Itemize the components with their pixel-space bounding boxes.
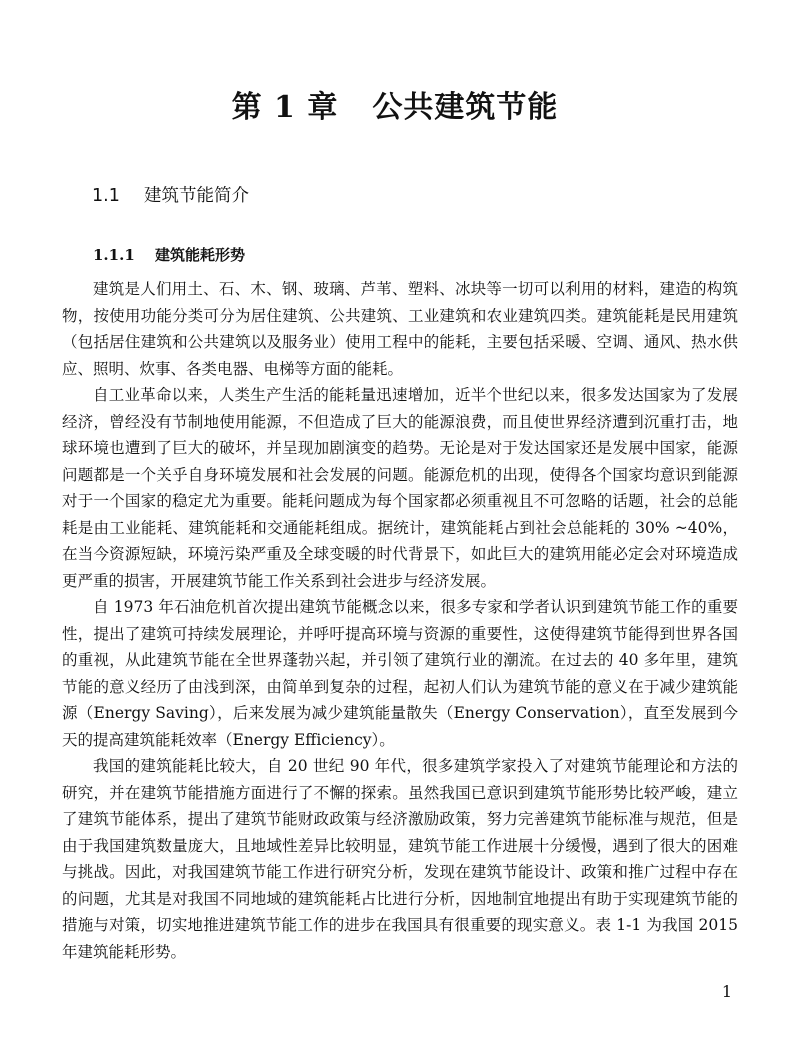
chapter-number: 第 1 章 xyxy=(231,90,339,125)
subsection-heading xyxy=(93,244,245,265)
subsection-number: 1.1.1 xyxy=(93,246,135,264)
section-number: 1.1 xyxy=(92,186,120,206)
subsection-name: 建筑能耗形势 xyxy=(155,246,246,264)
paragraph: 自 1973 年石油危机首次提出建筑节能概念以来，很多专家和学者认识到建筑节能工作的重要性，提出了建筑可持续发展理论，并呼吁提高环境与资源的重要性，这使得建筑节能得到世界各国的重视，从此建筑节能在全世界蓬勃兴起，并引领了建筑行业的潮流。在过去的 40 多年里，建筑节能的意义经历了由浅到深，由简单到复杂的过程，起初人们认为建筑节能的意义在于减少建筑能源（Energy Saving），后来发展为减少建筑能量散失（Energy Conservation），直至发展到今天的提高建筑能耗效率（Energy Efficiency）。 xyxy=(62,598,738,749)
chapter-name: 公共建筑节能 xyxy=(372,90,559,125)
section-name: 建筑节能简介 xyxy=(144,186,249,206)
paragraph: 我国的建筑能耗比较大，自 20 世纪 90 年代，很多建筑学家投入了对建筑节能理论和方法的研究，并在建筑节能措施方面进行了不懈的探索。虽然我国已意识到建筑节能形势比较严峻，建立了建筑节能体系，提出了建筑节能财政政策与经济激励政策，努力完善建筑节能标准与规范，但是由于我国建筑数量庞大，且地域性差异比较明显，建筑节能工作进展十分缓慢，遇到了很大的困难与挑战。因此，对我国建筑节能工作进行研究分析，发现在建筑节能设计、政策和推广过程中存在的问题，尤其是对我国不同地域的建筑能耗占比进行分析，因地制宜地提出有助于实现建筑节能的措施与对策，切实地推进建筑节能工作的进步在我国具有很重要的现实意义。表 1-1 为我国 2015 年建筑能耗形势。 xyxy=(62,757,738,961)
body-text xyxy=(62,276,738,965)
paragraph: 建筑是人们用土、石、木、钢、玻璃、芦苇、塑料、冰块等一切可以利用的材料，建造的构筑物，按使用功能分类可分为居住建筑、公共建筑、工业建筑和农业建筑四类。建筑能耗是民用建筑（包括居住建筑和公共建筑以及服务业）使用工程中的能耗，主要包括采暖、空调、通风、热水供应、照明、炊事、各类电器、电梯等方面的能耗。 xyxy=(62,280,738,378)
paragraph: 自工业革命以来，人类生产生活的能耗量迅速增加，近半个世纪以来，很多发达国家为了发展经济，曾经没有节制地使用能源，不但造成了巨大的能源浪费，而且使世界经济遭到沉重打击，地球环境也遭到了巨大的破坏，并呈现加剧演变的趋势。无论是对于发达国家还是发展中国家，能源问题都是一个关乎自身环境发展和社会发展的问题。能源危机的出现，使得各个国家均意识到能源对于一个国家的稳定尤为重要。能耗问题成为每个国家都必须重视且不可忽略的话题，社会的总能耗是由工业能耗、建筑能耗和交通能耗组成。据统计，建筑能耗占到社会总能耗的 30% ~40%，在当今资源短缺，环境污染严重及全球变暖的时代背景下，如此巨大的建筑用能必定会对环境造成更严重的损害，开展建筑节能工作关系到社会进步与经济发展。 xyxy=(62,386,738,590)
section-heading xyxy=(92,182,249,207)
page-number: 1 xyxy=(721,982,732,1001)
chapter-title xyxy=(0,82,790,126)
